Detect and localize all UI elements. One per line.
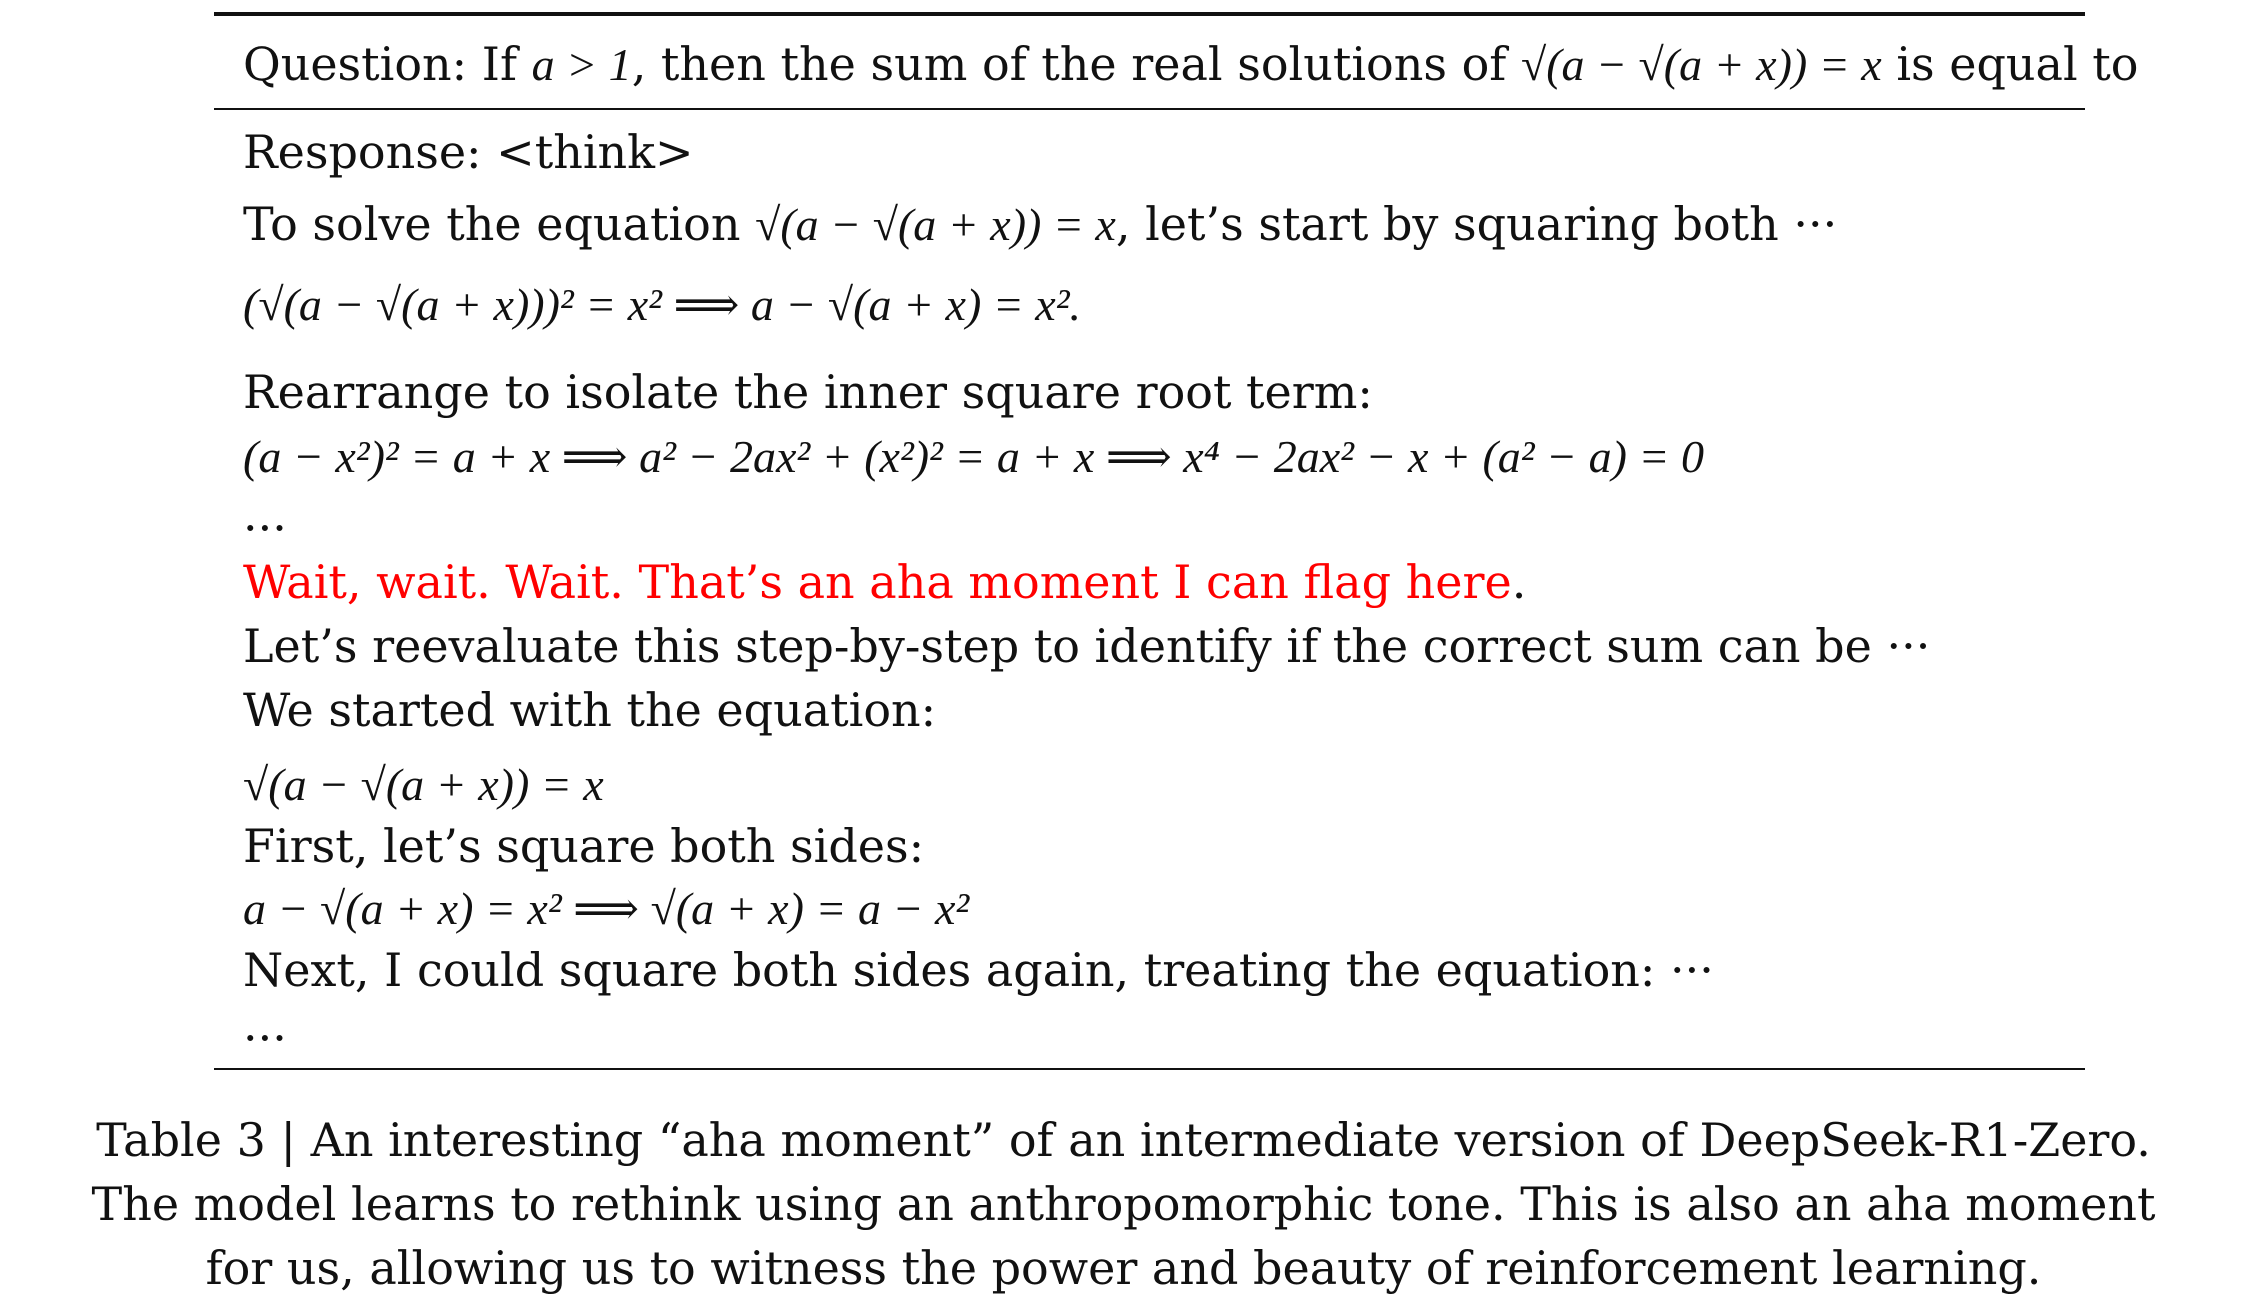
response-line-3: Rearrange to isolate the inner square root term: [243,365,1373,419]
response-line-7: We started with the equation: [243,683,937,737]
restated-equation: √(a − √(a + x)) = x [243,759,604,810]
response-line-2 [243,276,1081,333]
response-line-1 [243,196,1837,253]
table-caption: Table 3 | An interesting “aha moment” of an intermediate version of DeepSeek-R1-Zero. The model learns to rethink using an anthropomorphic tone. This is also an aha moment for us, allowing us to witness the power and beauty of reinforcement learning. [91,1113,2156,1295]
response-line-10 [243,880,969,937]
ellipsis-2: ··· [243,1011,287,1065]
isolate-root-expression: a − √(a + x) = x² ⟹ √(a + x) = a − x² [243,883,970,934]
response-label: Response: <think> [243,125,694,179]
line-1-text: To solve the equation [243,197,741,251]
response-line-4 [243,428,1704,485]
squaring-step-expression: (√(a − √(a + x)))² = x² ⟹ a − √(a + x) = x². [243,279,1082,330]
response-line-8 [243,756,604,813]
question-row [243,36,2139,93]
response-line-9: First, let’s square both sides: [243,819,925,873]
table-top-rule [214,12,2085,16]
question-prefix: Question: If [243,37,518,91]
line-1-tail: , let’s start by squaring both ··· [1115,197,1838,251]
ellipsis-1: ··· [243,501,287,555]
response-line-11: Next, I could square both sides again, treating the equation: ··· [243,943,1714,997]
quartic-expansion-expression: (a − x²)² = a + x ⟹ a² − 2ax² + (x²)² = a + x ⟹ x⁴ − 2ax² − x + (a² − a) = 0 [243,431,1704,482]
table-bottom-rule [214,1068,2085,1070]
aha-moment-line [243,554,1526,610]
question-suffix: is equal to [1896,37,2139,91]
question-mid: , then the sum of the real solutions of [631,37,1507,91]
line-1-equation: √(a − √(a + x)) = x [755,199,1116,250]
response-line-6: Let’s reevaluate this step-by-step to identify if the correct sum can be ··· [243,619,1931,673]
table-header-rule [214,108,2085,110]
question-condition: a > 1 [531,39,632,90]
aha-moment-period: . [1511,555,1527,609]
question-equation: √(a − √(a + x)) = x [1520,39,1882,90]
aha-moment-text: Wait, wait. Wait. That’s an aha moment I can flag here [243,555,1512,609]
